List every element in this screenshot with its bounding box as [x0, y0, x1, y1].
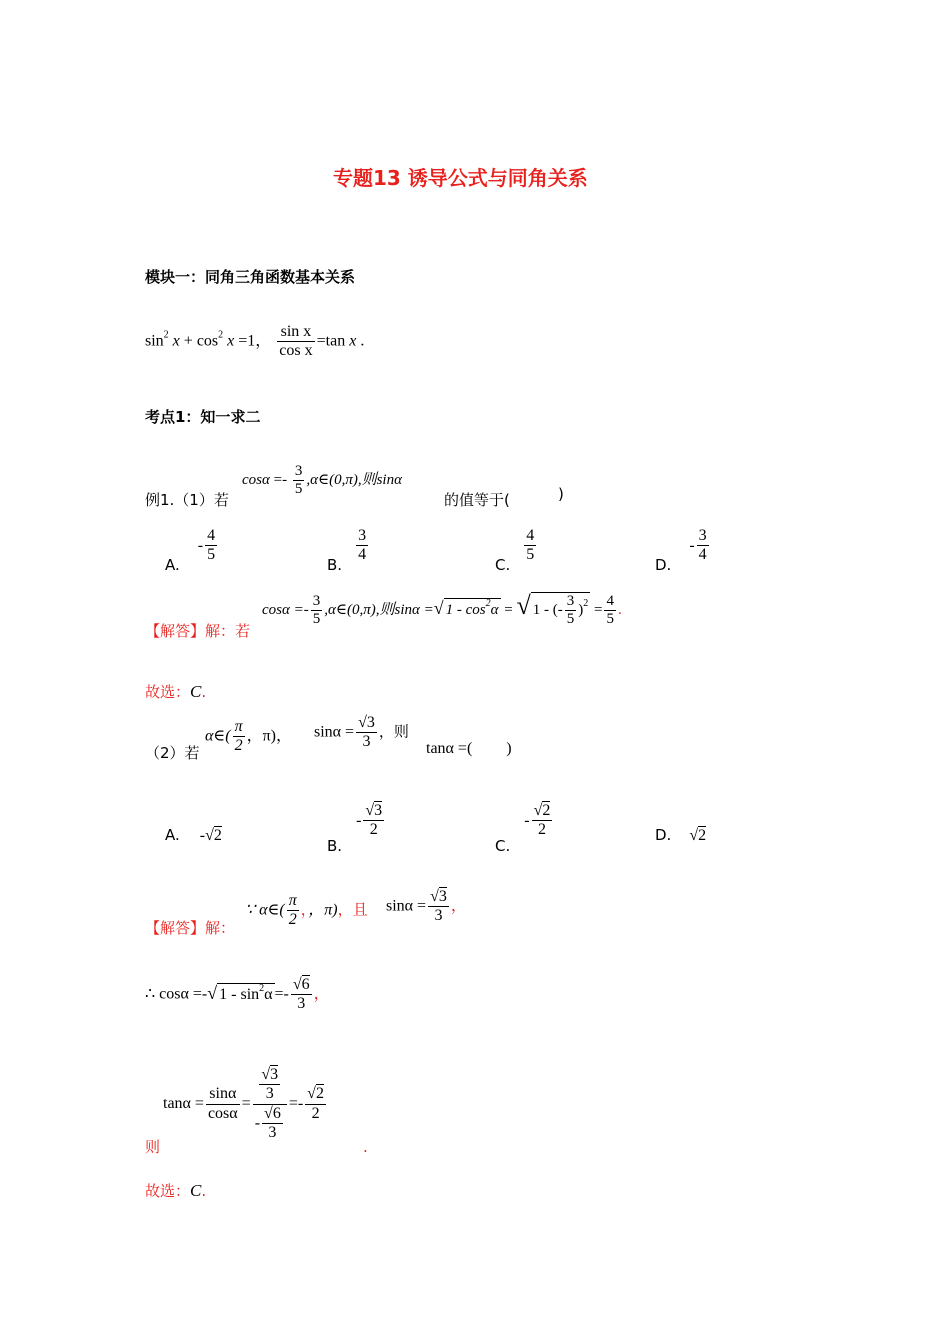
example1-condition: cosα =- $\frac{3}{5}$ ,α∈(0,π),则sinα: [242, 463, 402, 498]
ex2-option-c: C. - $\frac{√2}{2}$: [495, 802, 551, 855]
ex2-choice: 故选：C.: [145, 1181, 207, 1200]
example2-label: （2）若: [145, 744, 200, 762]
example2-condition2: sinα = $\frac{√3}{3}$ ，则: [314, 714, 409, 751]
example1-close: ): [558, 485, 564, 503]
ex2-answer-end: .: [363, 1138, 368, 1156]
page-title: 专题13 诱导公式与同角关系: [333, 166, 588, 190]
identity-formula: $\sin^2 x + \cos^2 x =1$， $\frac{\text{sin x}}{\text{cos x}}$ =tan x .: [145, 323, 365, 360]
ex2-option-a: A. -√2: [165, 826, 222, 844]
ex1-option-b: B. $\frac{3}{4}$: [327, 527, 367, 574]
ex1-option-d: D. - $\frac{3}{4}$: [655, 527, 707, 574]
ex1-answer-label: 【解答】解：若: [145, 622, 251, 640]
ex1-choice: 故选：C.: [145, 682, 207, 701]
ex2-answer-cos: ∴ cosα =-√ $1 - \sin^2\alpha$ =- $\frac{√6}{3}$ ，: [145, 976, 330, 1013]
ex2-answer-sin: sinα = $\frac{√3}{3}$ ，: [386, 888, 467, 925]
ex1-option-c: C. $\frac{4}{5}$: [495, 527, 535, 574]
example1-tail: 的值等于(: [444, 491, 510, 509]
ex2-answer-then: 则: [145, 1138, 161, 1156]
example1-label: 例1.（1）若: [145, 491, 229, 509]
module-heading: 模块一：同角三角函数基本关系: [145, 268, 356, 286]
ex2-answer-label: 【解答】解：: [145, 919, 236, 937]
example2-condition1: α∈( $\frac{\pi}{2}$ ，π)，: [205, 718, 293, 755]
ex1-answer-formula: cosα =- $\frac{3}{5}$ ,α∈(0,π),则sinα =√ $1 - \cos^2\alpha$ = √ 1 - (- $\frac{3}{5}$ )$^2$ = $\frac{4}{5}$ .: [262, 591, 622, 628]
ex2-answer-because: ∵ α∈( $\frac{\pi}{2}$ ，，π)，且: [245, 892, 368, 929]
ex2-option-b: B. - $\frac{√3}{2}$: [327, 802, 383, 855]
ex2-answer-tan: tanα = $\frac{\sin\alpha}{\cos\alpha}$ = $\frac{√3}{3}$ - $\frac{√6}{3}$ =- $\frac{√2}{2}$: [163, 1066, 324, 1142]
example2-ask: tanα =( ): [426, 740, 512, 757]
ex1-option-a: A. - $\frac{4}{5}$: [165, 527, 216, 574]
section-heading: 考点1：知一求二: [145, 408, 261, 426]
ex2-option-d: D. √2: [655, 826, 707, 844]
